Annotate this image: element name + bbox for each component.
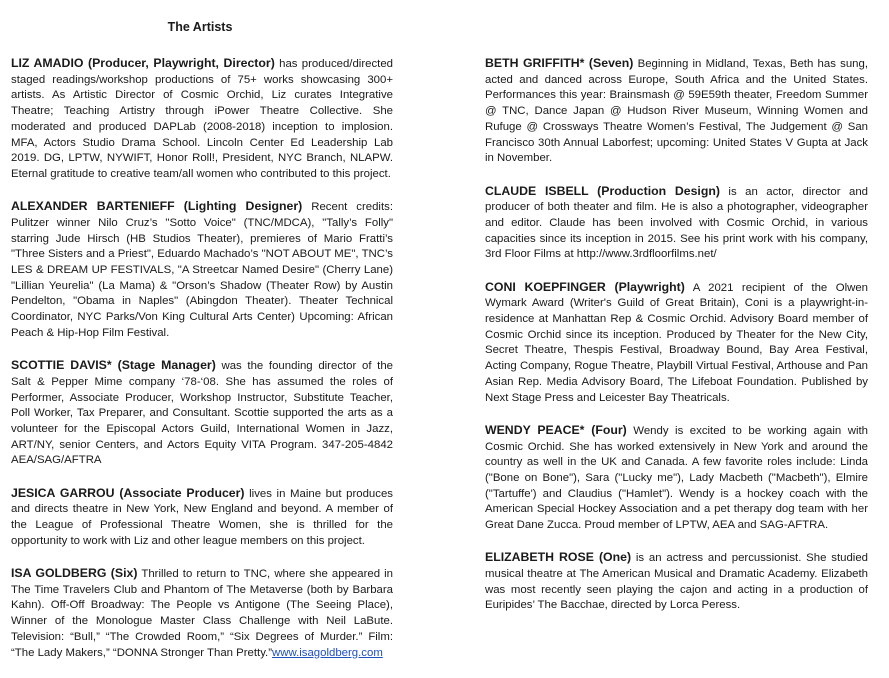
bio-wendy-peace	[485, 423, 868, 534]
bio-name: WENDY PEACE* (Four)	[485, 422, 627, 437]
bio-name: ISA GOLDBERG (Six)	[11, 566, 138, 581]
bio-jesica-garrou	[11, 486, 393, 550]
bio-name: ELIZABETH ROSE (One)	[485, 550, 632, 565]
bio-name: LIZ AMADIO (Producer, Playwright, Director)	[11, 56, 275, 70]
bio-beth-griffith	[485, 56, 868, 167]
bio-name: ALEXANDER BARTENIEFF (Lighting Designer)	[11, 199, 303, 214]
bio-text: is an actress and percussionist. She studied musical theatre at The American Musical and Dramatic Academy. Elizabeth was most recently seen playing the cajon and acting in a production of Euripides’ The Bacchae, directed by Lorca Peress.	[485, 552, 868, 612]
bio-text: lives in Maine but produces and directs theatre in New York, New England and beyond. A member of the League of Professional Theatre Women, she is thrilled for the opportunity to work with Liz and other league members on this project.	[11, 487, 393, 547]
bio-text: was the founding director of the Salt & Pepper Mime company ‘78-‘08. She has assumed the roles of Performer, Associate Producer, Workshop Instructor, Substitute Teacher, Poll Worker, Tax Preparer, and Consultant. Scottie supported the arts as a volunteer for the Episcopal Actors Guild, International Women in Jazz, ART/NY, senior Centers, and Actors Equity VITA Program. 347-205-4842 AEA/SAG/AFTRA	[11, 360, 393, 467]
bio-text: Recent credits: Pulitzer winner Nilo Cruz’s "Sotto Voice" (TNC/MDCA), "Tally’s Folly" starring Jude Hirsch (HB Studios Theater), premieres of Mario Fratti’s "Three Sisters and a Priest", Eduardo Machado’s "NOT ABOUT ME", TNC’s LES & DREAM UP FESTIVALS, "A Streetcar Named Desire" (Cherry Lane) "Lillian Yeurelia" (La Mama) & "Orson’s Shadow (Theater Row) by Austin Pendelton, "Obama in Naples" (Abingdon Theater). Theater Technical Coordinator, NYC Parks/Von King Cultural Arts Center) Upcoming: African Peach & Hip-Hop Film Festival.	[11, 201, 393, 339]
bio-claude-isbell	[485, 184, 868, 264]
bio-elizabeth-rose	[485, 550, 868, 614]
bio-name: JESICA GARROU (Associate Producer)	[11, 485, 245, 500]
bio-coni-koepfinger	[485, 280, 868, 407]
bio-name: BETH GRIFFITH* (Seven)	[485, 56, 634, 70]
bio-name: CLAUDE ISBELL (Production Design)	[485, 183, 720, 198]
bio-text: Thrilled to return to TNC, where she appeared in The Time Travelers Club and Phantom of The Metaverse (both by Barbara Kahn). Off-Off Broadway: The People vs Antigone (The Seeing Place), Winner of the Monologue Master Class Challenge with Neil LaBute. Television: “Bull,” “The Crowded Room,” “Six Degrees of Murder.” Film: “The Lady Makers,” “DONNA Stronger Than Pretty.”	[11, 568, 394, 659]
bio-alexander-bartenieff	[11, 199, 393, 341]
bio-text: Beginning in Midland, Texas, Beth has sung, acted and danced across Europe, South Africa and the United States. Performances this year: Brainsmash @ 59E59th theater, Freedom Summer @ TNC, Dance Japan @ Hudson River Museum, Winning Women and Rufuge @ Crossways Theatre Women’s Festival, The Judgement @ San Francisco 30th Annual Laborfest; upcoming: United States V Gupta at Jack in November.	[485, 58, 868, 165]
page-title: The Artists	[167, 20, 233, 34]
bio-name: SCOTTIE DAVIS* (Stage Manager)	[11, 358, 216, 373]
bio-text: Wendy is excited to be working again with Cosmic Orchid. She has worked extensively in New York and around the country as well in the UK and Canada. A few favorite roles include: Linda ("Bone on Bone"), Sara ("Lucky me"), Lady Macbeth ("Macbeth"), Elmire ("Tartuffe') and Claudius ("Hamlet"). Wendy is a hockey coach with the American Special Hockey Association and a pet therapy dog team with her Great Dane Zucca. Proud member of LPTW, AEA and SAG-AFTRA.	[485, 424, 869, 532]
bio-text: A 2021 recipient of the Olwen Wymark Award (Writer's Guild of Great Britain), Coni is a playwright-in-residence at Manhattan Rep & Cosmic Orchid. Advisory Board member of Cosmic Orchid since its inception. Produced by Theater for the New City, Secret Theatre, Thespis Festival, Broadway Bound, Bay Area Festival, Acting Company, Rogue Theatre, Playbill Virtual Festival, Arthouse and Pan Asian Rep. Media Advisory Board, The Lifeboat Foundation. Published by Next Stage Press and Leicester Bay Theatricals.	[485, 281, 868, 404]
bio-isa-goldberg	[11, 566, 393, 661]
bio-name: CONI KOEPFINGER (Playwright)	[485, 279, 685, 294]
left-column	[11, 56, 393, 678]
bio-text: is an actor, director and producer of both theater and film. He is also a photographer, videographer and editor. Claude has been involved with Cosmic Orchid, in various capacities since its inception in 2015. See his print work with his company, 3rd Floor Films at http://www.3rdfloorfilms.net/	[485, 185, 868, 261]
bio-liz-amadio	[11, 56, 393, 183]
isa-goldberg-website-link[interactable]: www.isagoldberg.com	[272, 646, 383, 659]
bio-scottie-davis	[11, 358, 393, 469]
bio-text: has produced/directed staged readings/workshop productions of 75+ works showcasing 300+ artists. As Artistic Director of Cosmic Orchid, Liz curates Integrative Theatre; Teaching Artistry through iPower Theatre Collective. She moderated and produced DAPLab (2008-2018) inception to implosion. MFA, Actors Studio Drama School. Lincoln Center Ed Leadership Lab 2019. DG, LPTW, NYWIFT, Honor Roll!, President, NYC Branch, NLAPW. Eternal gratitude to creative team/all women who contributed to this project.	[11, 58, 393, 180]
right-column	[485, 56, 868, 631]
